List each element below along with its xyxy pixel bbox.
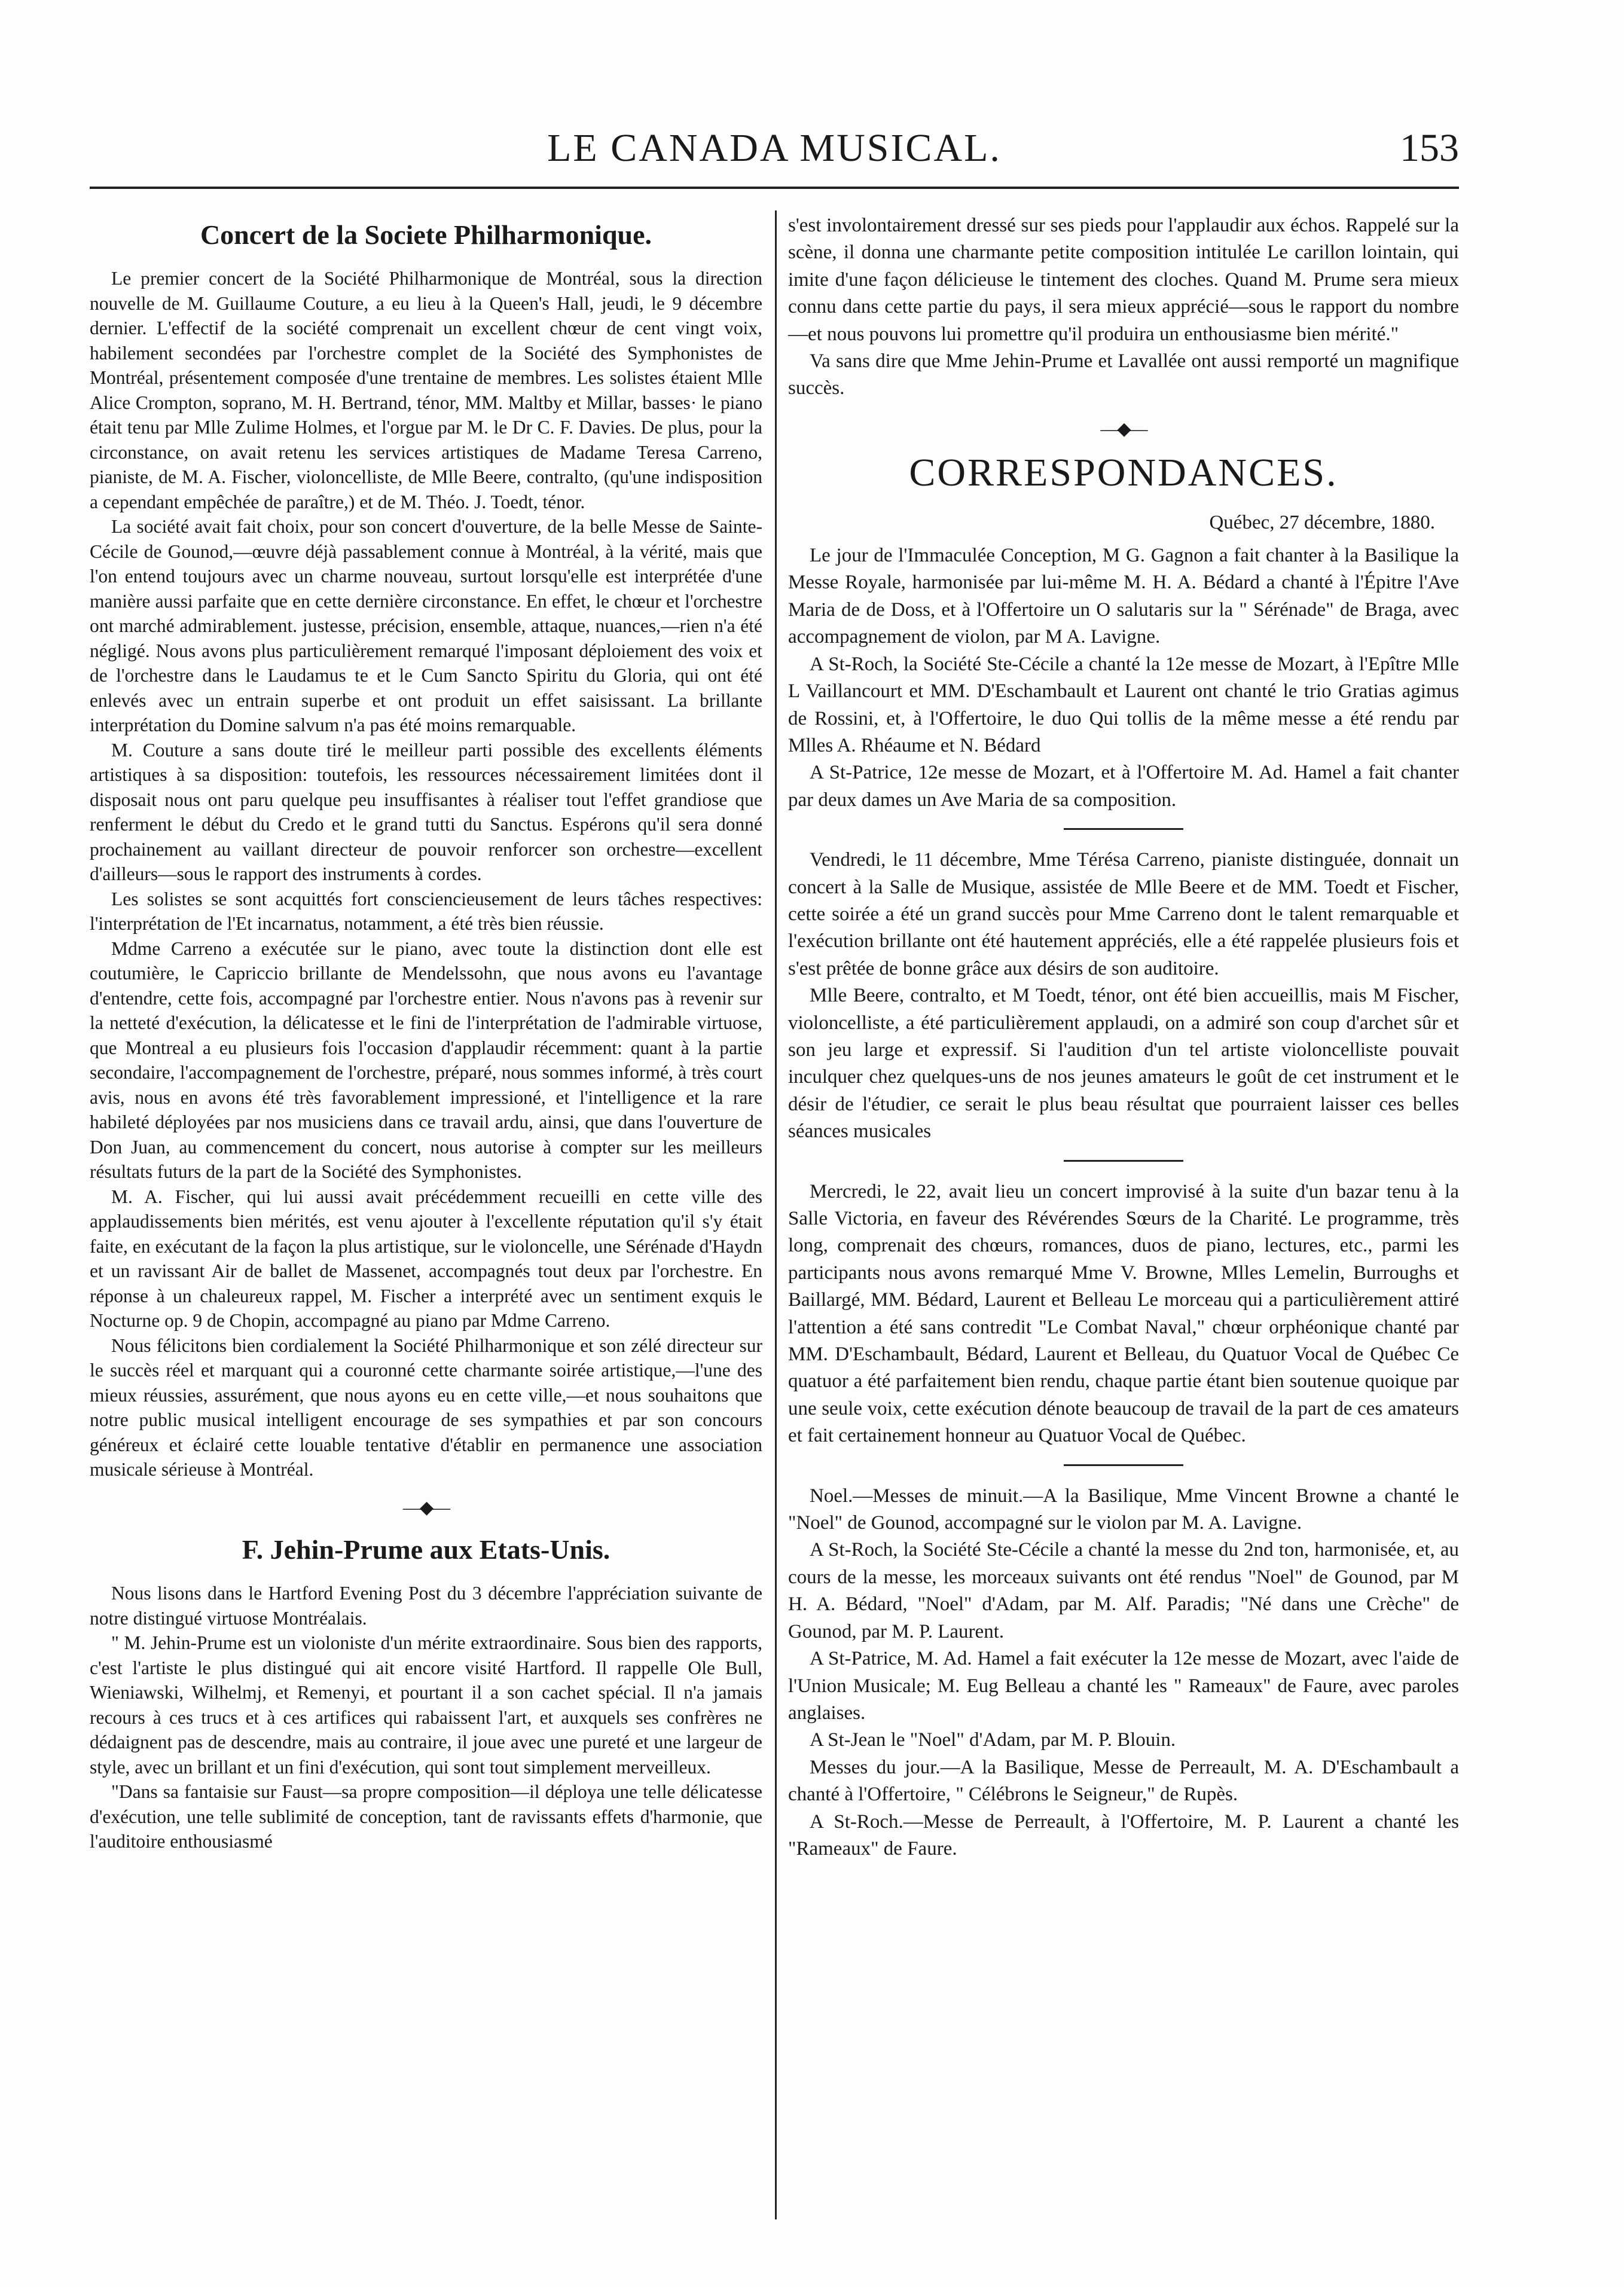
right-column [788,212,1459,1862]
paragraph: Noel.—Messes de minuit.—A la Basilique, Mme Vincent Browne a chanté le "Noel" de Gounod, accompagné sur le violon par M. A. Lavigne. [788,1485,1459,1534]
paragraph: Le premier concert de la Société Philharmonique de Montréal, sous la direction nouvelle de M. Guillaume Couture, a eu lieu à la Queen's Hall, jeudi, le 9 décembre dernier. L'effectif de la société comprenait un excellent chœur de cent vingt voix, habilement secondées par l'orchestre complet de la Société des Symphonistes de Montréal, présentement composée d'une trentaine de membres. Les solistes étaient Mlle Alice Crompton, soprano, M. H. Bertrand, ténor, MM. Maltby et Millar, basses· le piano était tenu par Mlle Zulime Holmes, et l'orgue par M. le Dr C. F. Davies. De plus, pour la circonstance, on avait retenu les services artistiques de Madame Teresa Carreno, pianiste, de M. A. Fischer, violoncelliste, de Mlle Beere, contralto, (qu'une indisposition a cependant empêchée de paraître,) et de M. Théo. J. Toedt, ténor. [90,268,762,512]
paragraph: "Dans sa fantaisie sur Faust—sa propre composition—il déploya une telle délicatesse d'exécution, une telle sublimité de conception, tant de ravissants effets d'harmonie, que l'auditoire enthousiasmé [90,1781,762,1852]
paragraph: A St-Roch, la Société Ste-Cécile a chanté la messe du 2nd ton, harmonisée, et, au cours de la messe, les morceaux suivants ont été rendus "Noel" de Gounod, par M H. A. Bédard, "Noel" d'Adam, par M. Alf. Paradis; "Né dans une Crèche" de Gounod, par M. P. Laurent. [788,1539,1459,1642]
running-title: LE CANADA MUSICAL. [547,126,1002,170]
paragraph: Mdme Carreno a exécutée sur le piano, avec toute la distinction dont elle est coutumière, le Capriccio brillante de Mendelssohn, que nous avons eu l'avantage d'entendre, cette fois, accompagné par l'orchestre entier. Nous n'avons pas à revenir sur la netteté d'exécution, la délicatesse et le fini de l'interprétation de l'admirable virtuose, que Montreal a eu plusieurs fois l'occasion d'applaudir récemment: quant à la partie secondaire, l'accompagnement de l'orchestre, préparé, nous sommes informé, à très court avis, nous en avons été très favorablement impressioné, et l'intelligence et la rare habileté déployées par nos musiciens dans ce travail ardu, ainsi, que dans l'ouverture de Don Juan, au commencement du concert, nous autorise à compter sur les meilleurs résultats futurs de la part de la Société des Symphonistes. [90,938,762,1182]
section-rule [1064,1464,1183,1466]
article-title: Concert de la Societe Philharmonique. [200,219,652,250]
paragraph: Va sans dire que Mme Jehin-Prume et Lavallée ont aussi remporté un magnifique succès. [788,350,1459,399]
page-number: 153 [1400,126,1459,170]
section-rule [1064,828,1183,830]
ornament-divider: —◆— [402,1497,450,1517]
paragraph: Le jour de l'Immaculée Conception, M G. Gagnon a fait chanter à la Basilique la Messe Royale, harmonisée par lui-même M. H. A. Bédard a chanté à l'Épitre l'Ave Maria de de Doss, et à l'Offertoire un O salutaris sur la " Sérénade" de Braga, avec accompagnement de violon, par M A. Lavigne. [788,545,1459,648]
ornament-divider: —◆— [1100,419,1147,439]
paragraph: Vendredi, le 11 décembre, Mme Térésa Carreno, pianiste distinguée, donnait un concert à la Salle de Musique, assistée de Mlle Beere et de MM. Toedt et Fischer, cette soirée a été un grand succès pour Mme Carreno dont le talent remarquable et l'exécution brillante ont été hautement appréciés, elle a été rappelée plusieurs fois et s'est prêtée de bonne grâce aux désirs de son auditoire. [788,849,1459,979]
paragraph: A St-Roch, la Société Ste-Cécile a chanté la 12e messe de Mozart, à l'Epître Mlle L Vaillancourt et MM. D'Eschambault et Laurent ont chanté le trio Gratias agimus de Rossini, et, à l'Offertoire, le duo Qui tollis de la même messe a été rendu par Mlles A. Rhéaume et N. Bédard [788,653,1459,756]
paragraph: A St-Patrice, 12e messe de Mozart, et à l'Offertoire M. Ad. Hamel a fait chanter par deux dames un Ave Maria de sa composition. [788,762,1459,811]
paragraph: M. Couture a sans doute tiré le meilleur parti possible des excellents éléments artistiques à sa disposition: toutefois, les ressources nécessairement limitées dont il disposait nous ont paru quelque peu insuffisantes à réaliser tout l'effet grandiose que renferment le début du Credo et le grand tutti du Sanctus. Espérons qu'il sera donné prochainement au vaillant directeur de pouvoir renforcer son orchestre—excellent d'ailleurs—sous le rapport des instruments à cordes. [90,739,762,884]
section-rule [1064,1160,1183,1162]
paragraph: Messes du jour.—A la Basilique, Messe de Perreault, M. A. D'Eschambault a chanté à l'Offertoire, " Célébrons le Seigneur," de Rupès. [788,1756,1459,1806]
paragraph: s'est involontairement dressé sur ses pieds pour l'applaudir aux échos. Rappelé sur la scène, il donna une charmante petite composition intitulée Le carillon lointain, qui imite d'une façon délicieuse le tintement des cloches. Quand M. Prume sera mieux connu dans cette partie du pays, il sera mieux apprécié—sous le rapport du nombre—et nous pouvons lui promettre qu'il produira un enthousiasme bien mérité." [788,215,1459,345]
paragraph: Nous félicitons bien cordialement la Société Philharmonique et son zélé directeur sur le succès réel et marquant qui a couronné cette charmante soirée artistique,—l'une des mieux réussies, assurément, que nous ayons eu en cette ville,—et nous souhaitons que notre public musical intelligent encourage de ses sympathies et par son concours généreux et éclairé cette louable tentative d'établir en permanence une association musicale sérieuse à Montréal. [90,1335,762,1480]
article-title: F. Jehin-Prume aux Etats-Unis. [242,1534,610,1565]
paragraph: A St-Roch.—Messe de Perreault, à l'Offertoire, M. P. Laurent a chanté les "Rameaux" de Faure. [788,1810,1459,1859]
left-column [90,212,762,1854]
section-title: CORRESPONDANCES. [909,451,1338,495]
paragraph: Mercredi, le 22, avait lieu un concert improvisé à la suite d'un bazar tenu à la Salle Victoria, en faveur des Révérendes Sœurs de la Charité. Le programme, très long, comprenait des chœurs, romances, duos de piano, lectures, etc., parmi les participants nous avons remarqué Mme V. Browne, Mlles Lemelin, Burroughs et Baillargé, MM. Bédard, Laurent et Belleau Le morceau qui a particulièrement attiré l'attention a été sans contredit "Le Combat Naval," chœur orphéonique chanté par MM. D'Eschambault, Bédard, Laurent et Belleau, du Quatuor Vocal de Québec Ce quatuor a été parfaitement bien rendu, chaque partie étant bien soutenue quoique par une seule voix, cette exécution dénote beaucoup de travail de la part de ces amateurs et fait certainement honneur au Quatuor Vocal de Québec. [788,1180,1459,1447]
header-rule [90,187,1459,189]
paragraph: La société avait fait choix, pour son concert d'ouverture, de la belle Messe de Sainte-Cécile de Gounod,—œuvre déjà passablement connue à Montréal, à la vérité, mais que l'on entend toujours avec un charme nouveau, surtout lorsqu'elle est interprétée d'une manière aussi parfaite que en cette dernière circonstance. En effet, le chœur et l'orchestre ont marché admirablement. justesse, précision, ensemble, attaque, nuances,—rien n'a été négligé. Nous avons plus particulièrement remarqué l'imposant déploiement des voix et de l'orchestre dans le Laudamus te et le Cum Sancto Spiritu du Gloria, qui ont été enlevés avec un entrain superbe et ont produit un effet saisissant. La brillante interprétation du Domine salvum n'a pas été moins remarquable. [90,516,762,735]
column-divider [775,210,777,2219]
paragraph: Nous lisons dans le Hartford Evening Post du 3 décembre l'appréciation suivante de notre distingué virtuose Montréalais. [90,1583,762,1629]
paragraph: A St-Jean le "Noel" d'Adam, par M. P. Blouin. [810,1729,1176,1751]
paragraph: A St-Patrice, M. Ad. Hamel a fait exécuter la 12e messe de Mozart, avec l'aide de l'Union Musicale; M. Eug Belleau a chanté les " Rameaux" de Faure, avec paroles anglaises. [788,1648,1459,1724]
paragraph: Les solistes se sont acquittés fort consciencieusement de leurs tâches respectives: l'interprétation de l'Et incarnatus, notamment, a été très bien réussie. [90,888,762,934]
dateline: Québec, 27 décembre, 1880. [1209,511,1435,533]
paragraph: M. A. Fischer, qui lui aussi avait précédemment recueilli en cette ville des applaudissements bien mérités, est venu ajouter à l'excellente réputation qu'il s'y était faite, en exécutant de la façon la plus artistique, sur le violoncelle, une Sérénade d'Haydn et un ravissant Air de ballet de Massenet, accompagnés tout deux par l'orchestre. En réponse à un chaleureux rappel, M. Fischer a interprété avec un sentiment exquis le Nocturne op. 9 de Chopin, accompagné au piano par Mdme Carreno. [90,1186,762,1331]
page-header [90,126,1459,191]
paragraph: " M. Jehin-Prume est un violoniste d'un mérite extraordinaire. Sous bien des rapports, c'est l'artiste le plus distingué qui ait encore visité Hartford. Il rappelle Ole Bull, Wieniawski, Wilhelmj, et Remenyi, et pourtant il a son cachet spécial. Il n'a jamais recours à ces trucs et à ces artifices qui rabaissent l'art, et auxquels ses confrères ne dédaignent pas de descendre, mais au contraire, il joue avec une pureté et une largeur de style, avec un brillant et un fini d'exécution, qui sont tout simplement merveilleux. [90,1632,762,1778]
paragraph: Mlle Beere, contralto, et M Toedt, ténor, ont été bien accueillis, mais M Fischer, violoncelliste, a été particulièrement applaudi, on a admiré son coup d'archet sûr et son jeu large et expressif. Si l'audition d'un tel artiste violoncelliste pouvait inculquer chez quelques-uns de nos jeunes amateurs le goût de cet instrument et le désir de l'étudier, ce serait le plus beau résultat que pourraient laisser ces belles séances musicales [788,985,1459,1143]
